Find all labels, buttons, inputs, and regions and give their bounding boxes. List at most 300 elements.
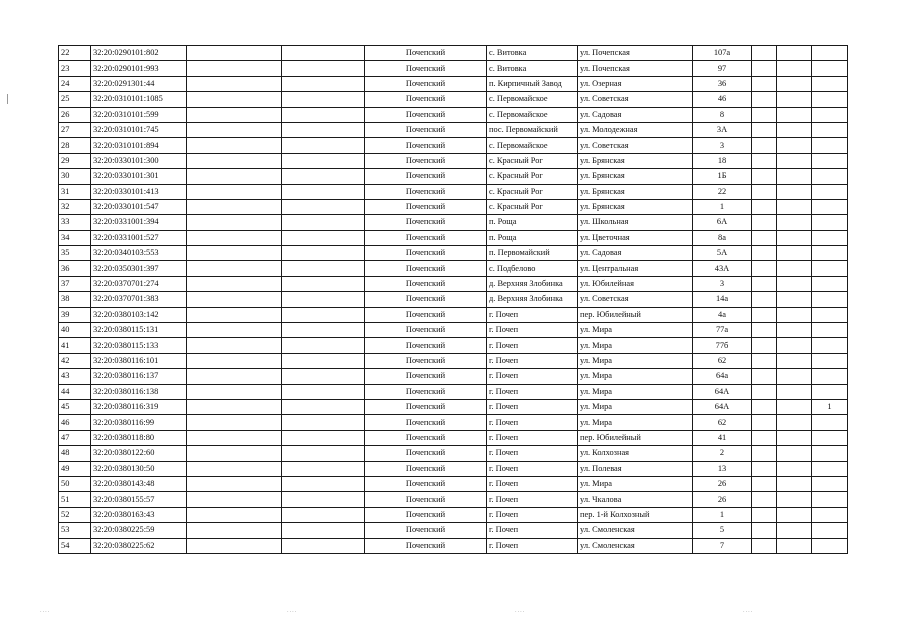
cell-blank — [752, 246, 777, 261]
cell-blank — [752, 446, 777, 461]
cell-settlement: г. Почеп — [487, 538, 578, 553]
cell-street: ул. Мира — [578, 399, 693, 414]
cell-row-number: 32 — [59, 199, 91, 214]
cell-row-number: 26 — [59, 107, 91, 122]
cell-row-number: 41 — [59, 338, 91, 353]
cell-house-number: 13 — [693, 461, 752, 476]
cell-mark — [812, 415, 848, 430]
cell-blank — [752, 153, 777, 168]
cell-settlement: с. Первомайское — [487, 107, 578, 122]
cell-blank — [777, 369, 812, 384]
cell-blank — [752, 138, 777, 153]
cell-house-number: 43А — [693, 261, 752, 276]
cell-settlement: с. Подбелово — [487, 261, 578, 276]
cell-settlement: п. Кирпичный Завод — [487, 76, 578, 91]
cell-cadastral-number: 32:20:0380143:48 — [91, 476, 187, 491]
cell-mark — [812, 446, 848, 461]
cell-blank — [777, 276, 812, 291]
cell-district: Почепский — [365, 523, 487, 538]
cell-district: Почепский — [365, 153, 487, 168]
cell-street: ул. Мира — [578, 353, 693, 368]
cell-blank — [282, 492, 365, 507]
cell-street: ул. Чкалова — [578, 492, 693, 507]
cell-settlement: г. Почеп — [487, 523, 578, 538]
cell-street: ул. Почепская — [578, 46, 693, 61]
cell-street: пер. Юбилейный — [578, 307, 693, 322]
cell-blank — [282, 307, 365, 322]
table-row — [59, 507, 848, 522]
cell-street: ул. Мира — [578, 369, 693, 384]
table-row — [59, 169, 848, 184]
cell-blank — [187, 353, 282, 368]
cell-blank — [777, 199, 812, 214]
cell-blank — [282, 476, 365, 491]
cell-blank — [282, 461, 365, 476]
cell-blank — [187, 230, 282, 245]
cell-blank — [752, 276, 777, 291]
cell-district: Почепский — [365, 307, 487, 322]
cell-blank — [777, 384, 812, 399]
cell-mark — [812, 307, 848, 322]
cell-cadastral-number: 32:20:0370701:383 — [91, 292, 187, 307]
cell-blank — [777, 430, 812, 445]
cell-house-number: 3 — [693, 138, 752, 153]
cell-mark — [812, 92, 848, 107]
cell-house-number: 77б — [693, 338, 752, 353]
cell-blank — [777, 338, 812, 353]
cell-settlement: пос. Первомайский — [487, 122, 578, 137]
cell-row-number: 23 — [59, 61, 91, 76]
cell-blank — [187, 476, 282, 491]
cell-row-number: 45 — [59, 399, 91, 414]
cell-district: Почепский — [365, 430, 487, 445]
cell-mark — [812, 538, 848, 553]
cell-house-number: 5А — [693, 246, 752, 261]
table-row — [59, 61, 848, 76]
cell-cadastral-number: 32:20:0380163:43 — [91, 507, 187, 522]
cell-blank — [752, 430, 777, 445]
table-row — [59, 261, 848, 276]
cell-house-number: 77а — [693, 323, 752, 338]
table-row — [59, 446, 848, 461]
table-row — [59, 338, 848, 353]
cell-blank — [282, 46, 365, 61]
cell-district: Почепский — [365, 415, 487, 430]
cell-house-number: 22 — [693, 184, 752, 199]
cell-house-number: 41 — [693, 430, 752, 445]
cell-mark: 1 — [812, 399, 848, 414]
cell-row-number: 28 — [59, 138, 91, 153]
cell-blank — [282, 122, 365, 137]
cell-street: пер. Юбилейный — [578, 430, 693, 445]
cell-cadastral-number: 32:20:0331001:527 — [91, 230, 187, 245]
cell-street: ул. Брянская — [578, 169, 693, 184]
cell-district: Почепский — [365, 292, 487, 307]
cell-blank — [777, 476, 812, 491]
cell-row-number: 35 — [59, 246, 91, 261]
footer-scan-mark: ···· — [515, 609, 526, 615]
cell-blank — [777, 246, 812, 261]
cell-blank — [777, 292, 812, 307]
cell-row-number: 42 — [59, 353, 91, 368]
cell-blank — [187, 415, 282, 430]
cell-row-number: 25 — [59, 92, 91, 107]
cell-row-number: 47 — [59, 430, 91, 445]
cell-street: ул. Смоленская — [578, 523, 693, 538]
cell-blank — [282, 138, 365, 153]
table-row — [59, 92, 848, 107]
cell-settlement: п. Первомайский — [487, 246, 578, 261]
table-body — [59, 46, 848, 554]
cell-cadastral-number: 32:20:0330101:300 — [91, 153, 187, 168]
cell-row-number: 36 — [59, 261, 91, 276]
cell-street: ул. Советская — [578, 92, 693, 107]
cell-district: Почепский — [365, 122, 487, 137]
cell-settlement: с. Красный Рог — [487, 169, 578, 184]
cell-blank — [752, 169, 777, 184]
cell-mark — [812, 461, 848, 476]
cell-district: Почепский — [365, 492, 487, 507]
cell-row-number: 37 — [59, 276, 91, 291]
table-row — [59, 122, 848, 137]
cell-blank — [777, 307, 812, 322]
cell-row-number: 22 — [59, 46, 91, 61]
table-row — [59, 538, 848, 553]
cell-blank — [282, 61, 365, 76]
cell-blank — [282, 184, 365, 199]
cell-blank — [187, 122, 282, 137]
cell-blank — [777, 76, 812, 91]
cell-row-number: 46 — [59, 415, 91, 430]
cell-settlement: г. Почеп — [487, 399, 578, 414]
cell-blank — [777, 446, 812, 461]
cell-house-number: 107а — [693, 46, 752, 61]
cell-blank — [282, 276, 365, 291]
cell-blank — [282, 230, 365, 245]
cell-blank — [752, 92, 777, 107]
cell-street: ул. Полевая — [578, 461, 693, 476]
cell-blank — [187, 384, 282, 399]
cell-blank — [282, 169, 365, 184]
cell-blank — [187, 107, 282, 122]
cell-blank — [282, 153, 365, 168]
cell-row-number: 40 — [59, 323, 91, 338]
cell-street: ул. Озерная — [578, 76, 693, 91]
cell-settlement: п. Роща — [487, 215, 578, 230]
cell-row-number: 50 — [59, 476, 91, 491]
cell-mark — [812, 369, 848, 384]
cell-row-number: 44 — [59, 384, 91, 399]
cell-cadastral-number: 32:20:0350301:397 — [91, 261, 187, 276]
cell-street: ул. Мира — [578, 384, 693, 399]
cell-street: ул. Колхозная — [578, 446, 693, 461]
cell-blank — [752, 215, 777, 230]
cell-street: ул. Мира — [578, 338, 693, 353]
cell-street: ул. Почепская — [578, 61, 693, 76]
table-row — [59, 415, 848, 430]
cell-street: ул. Центральная — [578, 261, 693, 276]
cell-settlement: г. Почеп — [487, 369, 578, 384]
cell-blank — [777, 323, 812, 338]
cell-blank — [282, 369, 365, 384]
table-row — [59, 307, 848, 322]
cell-district: Почепский — [365, 46, 487, 61]
cell-blank — [752, 461, 777, 476]
cell-settlement: г. Почеп — [487, 492, 578, 507]
cell-settlement: п. Роща — [487, 230, 578, 245]
cell-blank — [752, 369, 777, 384]
cell-cadastral-number: 32:20:0380116:138 — [91, 384, 187, 399]
cell-settlement: г. Почеп — [487, 446, 578, 461]
cell-settlement: г. Почеп — [487, 384, 578, 399]
cell-row-number: 30 — [59, 169, 91, 184]
cell-blank — [187, 153, 282, 168]
cell-settlement: с. Витовка — [487, 61, 578, 76]
cell-mark — [812, 122, 848, 137]
cell-street: ул. Смоленская — [578, 538, 693, 553]
cell-cadastral-number: 32:20:0380116:101 — [91, 353, 187, 368]
cell-street: ул. Советская — [578, 138, 693, 153]
cell-settlement: г. Почеп — [487, 507, 578, 522]
cell-cadastral-number: 32:20:0340103:553 — [91, 246, 187, 261]
cell-blank — [777, 169, 812, 184]
cell-settlement: с. Первомайское — [487, 92, 578, 107]
cell-house-number: 3А — [693, 122, 752, 137]
cell-house-number: 36 — [693, 76, 752, 91]
cell-row-number: 31 — [59, 184, 91, 199]
table-row — [59, 461, 848, 476]
cell-blank — [777, 184, 812, 199]
cell-cadastral-number: 32:20:0380122:60 — [91, 446, 187, 461]
cell-cadastral-number: 32:20:0380116:137 — [91, 369, 187, 384]
cell-mark — [812, 430, 848, 445]
cell-blank — [187, 446, 282, 461]
table-row — [59, 369, 848, 384]
cell-blank — [777, 523, 812, 538]
cell-blank — [282, 92, 365, 107]
footer-scan-mark: ···· — [287, 609, 298, 615]
cell-settlement: г. Почеп — [487, 461, 578, 476]
margin-mark — [7, 94, 8, 104]
cell-blank — [282, 384, 365, 399]
cell-mark — [812, 246, 848, 261]
cell-blank — [752, 538, 777, 553]
cell-house-number: 26 — [693, 492, 752, 507]
table-row — [59, 138, 848, 153]
cell-settlement: г. Почеп — [487, 338, 578, 353]
cell-mark — [812, 138, 848, 153]
cell-settlement: д. Верхняя Злобинка — [487, 276, 578, 291]
cell-district: Почепский — [365, 461, 487, 476]
cell-mark — [812, 476, 848, 491]
cell-blank — [752, 230, 777, 245]
cell-row-number: 29 — [59, 153, 91, 168]
table-row — [59, 492, 848, 507]
cell-cadastral-number: 32:20:0370701:274 — [91, 276, 187, 291]
cell-row-number: 54 — [59, 538, 91, 553]
cell-blank — [777, 353, 812, 368]
cell-cadastral-number: 32:20:0380225:59 — [91, 523, 187, 538]
cell-house-number: 6А — [693, 215, 752, 230]
table-row — [59, 384, 848, 399]
cell-cadastral-number: 32:20:0291301:44 — [91, 76, 187, 91]
cell-district: Почепский — [365, 476, 487, 491]
cell-district: Почепский — [365, 199, 487, 214]
cell-blank — [282, 323, 365, 338]
cell-house-number: 1 — [693, 199, 752, 214]
cell-cadastral-number: 32:20:0310101:1085 — [91, 92, 187, 107]
cell-street: ул. Садовая — [578, 107, 693, 122]
cell-settlement: г. Почеп — [487, 415, 578, 430]
cell-blank — [187, 138, 282, 153]
cell-row-number: 52 — [59, 507, 91, 522]
cell-house-number: 26 — [693, 476, 752, 491]
cell-cadastral-number: 32:20:0380116:99 — [91, 415, 187, 430]
table-row — [59, 184, 848, 199]
cell-row-number: 51 — [59, 492, 91, 507]
cell-mark — [812, 107, 848, 122]
cell-house-number: 4а — [693, 307, 752, 322]
cell-blank — [752, 507, 777, 522]
cell-blank — [187, 76, 282, 91]
cell-mark — [812, 523, 848, 538]
cell-blank — [752, 476, 777, 491]
cell-blank — [187, 492, 282, 507]
cell-blank — [752, 184, 777, 199]
cell-cadastral-number: 32:20:0380115:133 — [91, 338, 187, 353]
cell-blank — [777, 107, 812, 122]
cell-mark — [812, 507, 848, 522]
cell-row-number: 49 — [59, 461, 91, 476]
cell-settlement: с. Первомайское — [487, 138, 578, 153]
cell-street: ул. Брянская — [578, 199, 693, 214]
cell-mark — [812, 276, 848, 291]
table-row — [59, 323, 848, 338]
cell-district: Почепский — [365, 138, 487, 153]
cell-blank — [187, 538, 282, 553]
cell-house-number: 5 — [693, 523, 752, 538]
cell-mark — [812, 169, 848, 184]
cell-mark — [812, 492, 848, 507]
table-row — [59, 276, 848, 291]
cell-cadastral-number: 32:20:0380155:57 — [91, 492, 187, 507]
cell-row-number: 33 — [59, 215, 91, 230]
cell-street: ул. Садовая — [578, 246, 693, 261]
cell-settlement: г. Почеп — [487, 353, 578, 368]
cell-blank — [187, 338, 282, 353]
cell-settlement: с. Красный Рог — [487, 184, 578, 199]
cell-blank — [187, 399, 282, 414]
cell-blank — [187, 46, 282, 61]
cell-settlement: г. Почеп — [487, 430, 578, 445]
table-row — [59, 523, 848, 538]
cell-house-number: 3 — [693, 276, 752, 291]
cell-row-number: 48 — [59, 446, 91, 461]
cell-row-number: 39 — [59, 307, 91, 322]
cell-blank — [752, 199, 777, 214]
cell-blank — [752, 122, 777, 137]
table-row — [59, 292, 848, 307]
cell-blank — [752, 384, 777, 399]
cell-district: Почепский — [365, 230, 487, 245]
cell-house-number: 8а — [693, 230, 752, 245]
cell-blank — [187, 61, 282, 76]
cell-house-number: 62 — [693, 353, 752, 368]
table-row — [59, 399, 848, 414]
cell-blank — [187, 184, 282, 199]
cell-blank — [187, 461, 282, 476]
cell-district: Почепский — [365, 323, 487, 338]
cell-district: Почепский — [365, 184, 487, 199]
cell-blank — [777, 492, 812, 507]
cell-street: ул. Цветочная — [578, 230, 693, 245]
cell-blank — [282, 399, 365, 414]
cell-blank — [187, 323, 282, 338]
cell-street: ул. Мира — [578, 323, 693, 338]
cell-row-number: 38 — [59, 292, 91, 307]
cell-blank — [187, 430, 282, 445]
cell-blank — [752, 323, 777, 338]
cell-blank — [282, 246, 365, 261]
cell-settlement: с. Красный Рог — [487, 153, 578, 168]
cell-blank — [752, 107, 777, 122]
cell-cadastral-number: 32:20:0380130:50 — [91, 461, 187, 476]
cell-settlement: с. Витовка — [487, 46, 578, 61]
table-row — [59, 230, 848, 245]
cell-blank — [187, 507, 282, 522]
cell-house-number: 1 — [693, 507, 752, 522]
cell-blank — [282, 199, 365, 214]
cell-district: Почепский — [365, 215, 487, 230]
cell-blank — [777, 61, 812, 76]
table-row — [59, 215, 848, 230]
cell-cadastral-number: 32:20:0310101:599 — [91, 107, 187, 122]
cell-blank — [282, 523, 365, 538]
cell-row-number: 43 — [59, 369, 91, 384]
cell-mark — [812, 46, 848, 61]
cell-district: Почепский — [365, 92, 487, 107]
cell-blank — [282, 338, 365, 353]
cell-cadastral-number: 32:20:0310101:894 — [91, 138, 187, 153]
cell-house-number: 2 — [693, 446, 752, 461]
cell-blank — [777, 461, 812, 476]
cell-street: пер. 1-й Колхозный — [578, 507, 693, 522]
cell-settlement: г. Почеп — [487, 307, 578, 322]
cell-blank — [777, 215, 812, 230]
footer-scan-mark: ···· — [40, 609, 51, 615]
cell-mark — [812, 384, 848, 399]
table-row — [59, 246, 848, 261]
cell-blank — [282, 430, 365, 445]
cell-row-number: 34 — [59, 230, 91, 245]
table-row — [59, 46, 848, 61]
table-row — [59, 353, 848, 368]
cell-blank — [187, 523, 282, 538]
cell-district: Почепский — [365, 107, 487, 122]
cell-house-number: 14а — [693, 292, 752, 307]
cell-blank — [752, 353, 777, 368]
table-row — [59, 76, 848, 91]
cell-blank — [752, 492, 777, 507]
cell-district: Почепский — [365, 246, 487, 261]
cell-blank — [187, 246, 282, 261]
cell-blank — [282, 261, 365, 276]
cell-blank — [282, 446, 365, 461]
cell-mark — [812, 261, 848, 276]
table-row — [59, 153, 848, 168]
cell-house-number: 64а — [693, 369, 752, 384]
cell-cadastral-number: 32:20:0331001:394 — [91, 215, 187, 230]
